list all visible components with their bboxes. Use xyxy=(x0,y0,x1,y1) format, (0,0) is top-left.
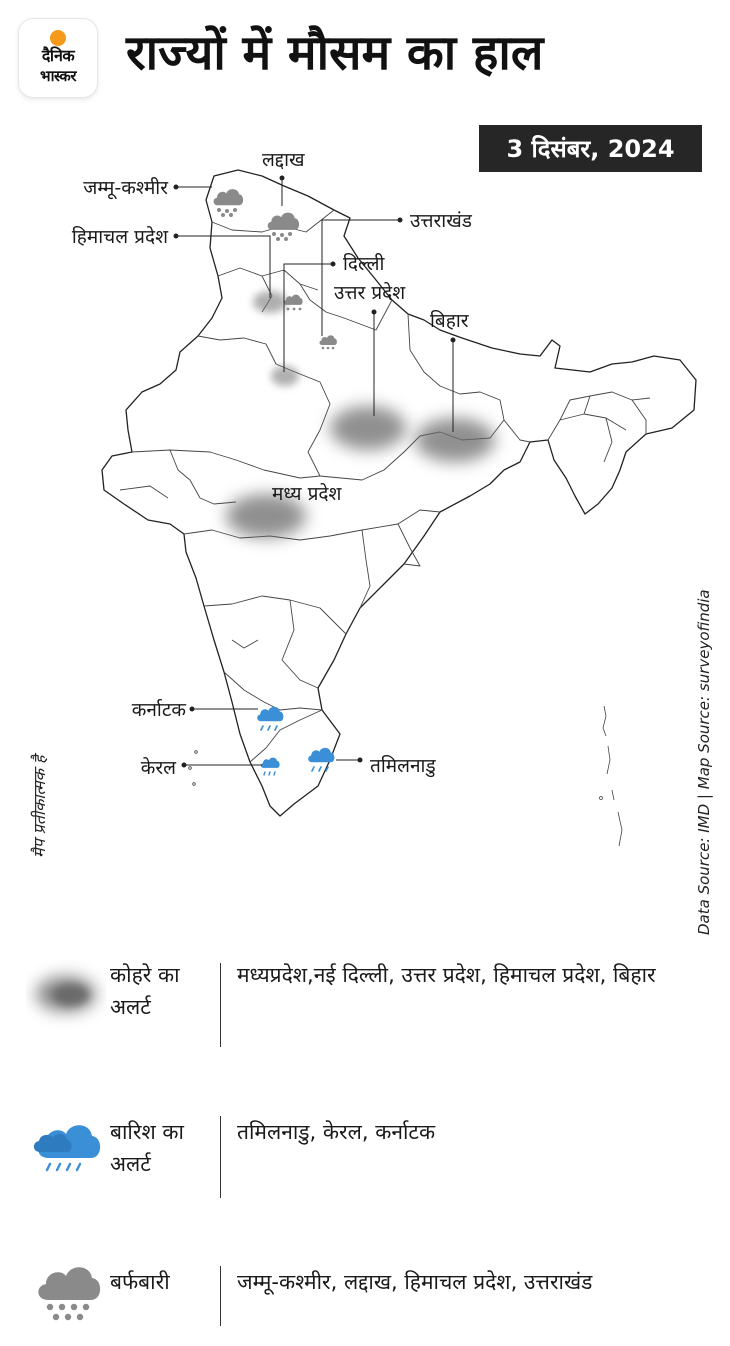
label-delhi: दिल्ली xyxy=(343,253,385,275)
map-disclaimer: मैप प्रतीकात्मक है xyxy=(30,755,49,858)
fog-icon xyxy=(26,959,106,1029)
legend-row-snow xyxy=(0,1262,730,1332)
logo-text-line2: भास्कर xyxy=(40,67,76,85)
india-outline xyxy=(102,170,696,816)
fog-icon-delhi xyxy=(271,366,299,386)
label-bihar: बिहार xyxy=(430,310,469,332)
legend-label-snow: बर्फबारी xyxy=(110,1270,170,1294)
legend-divider xyxy=(220,963,221,1047)
legend-row-fog xyxy=(0,955,730,1055)
legend-states-fog: मध्यप्रदेश,नई दिल्ली, उत्तर प्रदेश, हिमाचल प्रदेश, बिहार xyxy=(237,963,656,987)
label-karnataka: कर्नाटक xyxy=(131,699,186,721)
page-title: राज्यों में मौसम का हाल xyxy=(126,25,544,81)
label-kerala: केरल xyxy=(140,757,176,779)
logo-sun-icon xyxy=(50,30,66,46)
legend-divider xyxy=(220,1266,221,1326)
fog-icon-bihar xyxy=(415,418,495,462)
india-weather-map xyxy=(0,100,730,920)
legend-states-snow: जम्मू-कश्मीर, लद्दाख, हिमाचल प्रदेश, उत्तराखंड xyxy=(237,1270,593,1294)
legend-states-rain: तमिलनाडु, केरल, कर्नाटक xyxy=(237,1120,436,1144)
label-jk: जम्मू-कश्मीर xyxy=(83,177,168,199)
label-ladakh: लद्दाख xyxy=(262,149,305,171)
fog-icon-up xyxy=(330,406,406,450)
label-mp: मध्य प्रदेश xyxy=(272,483,342,505)
date-badge: 3 दिसंबर, 2024 xyxy=(479,125,702,172)
label-uttarakhand: उत्तराखंड xyxy=(410,210,472,232)
snow-cloud-icon xyxy=(26,1262,106,1332)
data-source-note: Data Source: IMD | Map Source: surveyofindia xyxy=(695,589,713,935)
legend-divider xyxy=(220,1116,221,1198)
label-up: उत्तर प्रदेश xyxy=(334,282,406,304)
logo-text-line1: दैनिक xyxy=(41,46,75,65)
legend-label-fog: कोहरे का अलर्ट xyxy=(110,963,180,1019)
label-tamilnadu: तमिलनाडु xyxy=(370,755,436,777)
label-himachal: हिमाचल प्रदेश xyxy=(71,226,168,248)
dainik-bhaskar-logo xyxy=(19,19,97,97)
rain-cloud-icon xyxy=(26,1112,106,1182)
legend-row-rain xyxy=(0,1112,730,1202)
legend-label-rain: बारिश का अलर्ट xyxy=(110,1120,184,1176)
